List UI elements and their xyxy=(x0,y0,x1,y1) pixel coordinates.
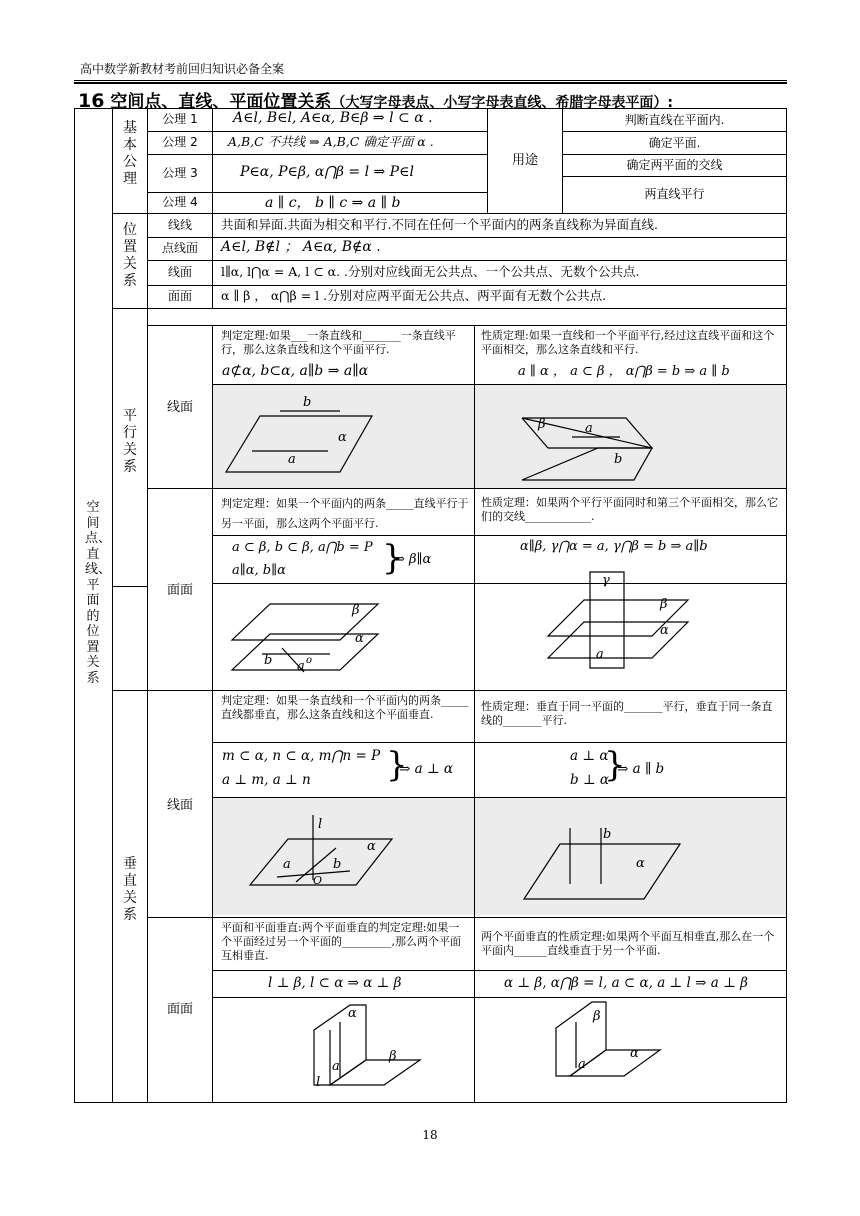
position-row-name: 点线面 xyxy=(161,241,198,255)
parallel-plane-plane-judge-text: 判定定理：如果一个平面内的两条_____直线平行于另一平面，那么这两个平面平行. xyxy=(221,497,469,530)
brace: } xyxy=(386,745,408,785)
figure-label: α xyxy=(338,430,347,445)
parallel-plane-plane-label: 面面 xyxy=(166,583,193,598)
axiom-2-name: 公理 2 xyxy=(162,135,198,149)
parallel-plane-plane-prop-text: 性质定理：如果两个平行平面同时和第三个平面相交，那么它们的交线____________. xyxy=(481,496,778,523)
axiom-4-name: 公理 4 xyxy=(162,195,198,209)
axioms-group-label: 基本公理 xyxy=(123,120,137,187)
perp-line-plane-prop-text: 性质定理：垂直于同一平面的_______平行，垂直于同一条直线的_______平行. xyxy=(481,700,773,727)
axiom-1-formula: A∈l, B∈l, A∈α, B∈β ⇒ l ⊂ α . xyxy=(233,110,433,126)
figure-label: a xyxy=(283,857,291,872)
figure-label: α xyxy=(630,1046,639,1061)
perp-line-plane-judge-formula-2: a ⊥ m, a ⊥ n xyxy=(222,772,311,788)
axiom-3-name: 公理 3 xyxy=(162,166,198,180)
parallel-plane-plane-judge-formula-2: a∥α, b∥α xyxy=(232,563,286,578)
figure-label: l xyxy=(316,1075,321,1090)
axiom-3-formula: P∈α, P∈β, α⋂β = l ⇒ P∈l xyxy=(240,164,414,180)
figure-label: a xyxy=(585,421,593,436)
parallel-line-plane-prop-formula: a ∥ α ， a ⊂ β ， α⋂β = b ⇒ a ∥ b xyxy=(518,364,730,379)
position-row-name: 线线 xyxy=(167,218,192,232)
left-category-label: 空间点、直线、平面的位置关系 xyxy=(85,500,112,686)
figure-label: β xyxy=(538,417,546,432)
axiom-2-formula: A,B,C 不共线 ⇒ A,B,C 确定平面 α . xyxy=(228,134,434,149)
perp-line-plane-prop-formula-2: b ⊥ α xyxy=(570,772,610,788)
parallel-line-plane-judge-text: 判定定理:如果___一条直线和_______一条直线平行，那么这条直线和这个平面平行. xyxy=(221,329,456,356)
parallel-group-label: 平行关系 xyxy=(123,408,137,475)
figure-label: a xyxy=(332,1059,340,1074)
page-header: 高中数学新教材考前回归知识必备全案 xyxy=(80,62,285,76)
section-title-sub: （大写字母表点、小写字母表直线、希腊字母表平面）: xyxy=(331,95,673,111)
figure-label: α xyxy=(660,623,669,638)
perp-line-plane-prop-formula-1: a ⊥ α xyxy=(570,748,609,764)
perp-line-plane-judge-text: 判定定理：如果一条直线和一个平面内的两条_____直线都垂直，那么这条直线和这个平面垂直. xyxy=(221,694,469,721)
figure-label: α xyxy=(636,856,645,871)
figure-label: b xyxy=(603,827,612,842)
figure-label: a xyxy=(297,659,305,674)
plane-alpha xyxy=(524,844,680,899)
parallel-line-plane-judge-formula: a⊄α, b⊂α, a∥b ⇒ a∥α xyxy=(222,363,369,379)
section-title-main: 空间点、直线、平面位置关系 xyxy=(110,92,332,112)
figure-label: α xyxy=(348,1006,357,1021)
figure-label: β xyxy=(593,1009,601,1024)
perp-line-plane-label: 线面 xyxy=(166,798,193,813)
perp-line-plane-judge-formula-1: m ⊂ α, n ⊂ α, m⋂n = P xyxy=(222,748,381,764)
axiom-4-formula: a ∥ c， b ∥ c ⇒ a ∥ b xyxy=(265,195,401,211)
page-number: 18 xyxy=(422,1128,438,1142)
position-row-name: 线面 xyxy=(167,265,192,279)
figure-label: β xyxy=(389,1049,397,1064)
plane-beta xyxy=(330,1060,420,1085)
section-number: 16 xyxy=(78,90,105,112)
plane-alpha xyxy=(226,416,372,472)
parallel-plane-plane-prop-formula: α∥β, γ⋂α = a, γ⋂β = b ⇒ a∥b xyxy=(520,539,708,554)
position-row-text: α ∥ β ， α⋂β = l .分别对应两平面无公共点、两平面有无数个公共点. xyxy=(221,288,607,303)
position-group-label: 位置关系 xyxy=(123,222,137,289)
position-row-text: l∥α, l⋂α = A, l ⊂ α. .分别对应线面无公共点、一个公共点、无数个公共点. xyxy=(221,264,640,279)
position-row-text: A∈l, B∉l ； A∈α, B∉α . xyxy=(221,239,381,255)
perp-line-plane-judge-formula-3: ⇒ a ⊥ α xyxy=(399,761,454,777)
axiom-3-use: 确定两平面的交线 xyxy=(626,158,723,172)
perp-plane-plane-judge-text: 平面和平面垂直:两个平面垂直的判定定理:如果一个平面经过另一个平面的_________,那么两个平面互相垂直. xyxy=(221,921,461,962)
parallel-line-plane-label: 线面 xyxy=(166,400,193,415)
perp-line-plane-prop-formula-3: ⇒ a ∥ b xyxy=(617,761,665,777)
figure-label: l xyxy=(318,817,323,832)
figure-label: α xyxy=(355,631,364,646)
figure-label: α xyxy=(367,839,376,854)
figure-label: β xyxy=(352,603,360,618)
figure-label: b xyxy=(333,857,342,872)
axiom-2-use: 确定平面. xyxy=(648,136,701,150)
figure-label: γ xyxy=(602,573,610,588)
perp-plane-plane-prop-formula: α ⊥ β, α⋂β = l, a ⊂ α, a ⊥ l ⇒ a ⊥ β xyxy=(504,975,748,991)
perp-plane-plane-judge-formula: l ⊥ β, l ⊂ α ⇒ α ⊥ β xyxy=(268,975,402,991)
parallel-plane-plane-judge-formula-3: ⇒ β∥α xyxy=(394,552,432,567)
use-label: 用途 xyxy=(511,153,538,168)
figure-label: b xyxy=(614,452,623,467)
axiom-1-name: 公理 1 xyxy=(162,112,198,126)
perpendicular-group-label: 垂直关系 xyxy=(123,856,137,923)
axiom-4-use: 两直线平行 xyxy=(644,187,705,201)
figure-label: β xyxy=(660,597,668,612)
figure-label: a xyxy=(596,647,604,662)
position-row-name: 面面 xyxy=(167,289,192,303)
brace: } xyxy=(382,538,404,578)
figure-label: a xyxy=(578,1057,586,1072)
figure-label: b xyxy=(264,653,273,668)
parallel-plane-plane-judge-formula-1: a ⊂ β, b ⊂ β, a⋂b = P xyxy=(232,540,373,555)
axiom-1-use: 判断直线在平面内. xyxy=(624,113,725,127)
perp-plane-plane-prop-text: 两个平面垂直的性质定理:如果两个平面互相垂直,那么在一个平面内______直线垂直于另一个平面. xyxy=(481,930,775,957)
figure-label: o xyxy=(306,655,313,666)
position-row-text: 共面和异面.共面为相交和平行.不同在任何一个平面内的两条直线称为异面直线. xyxy=(221,217,658,232)
brace: } xyxy=(604,745,626,785)
perp-plane-plane-label: 面面 xyxy=(166,1002,193,1017)
figure-label: b xyxy=(303,395,312,410)
parallel-line-plane-prop-text: 性质定理:如果一直线和一个平面平行,经过这直线平面和这个平面相交，那么这条直线和平行. xyxy=(481,329,775,356)
figure-label: O xyxy=(313,874,323,887)
figure-label: a xyxy=(288,452,296,467)
